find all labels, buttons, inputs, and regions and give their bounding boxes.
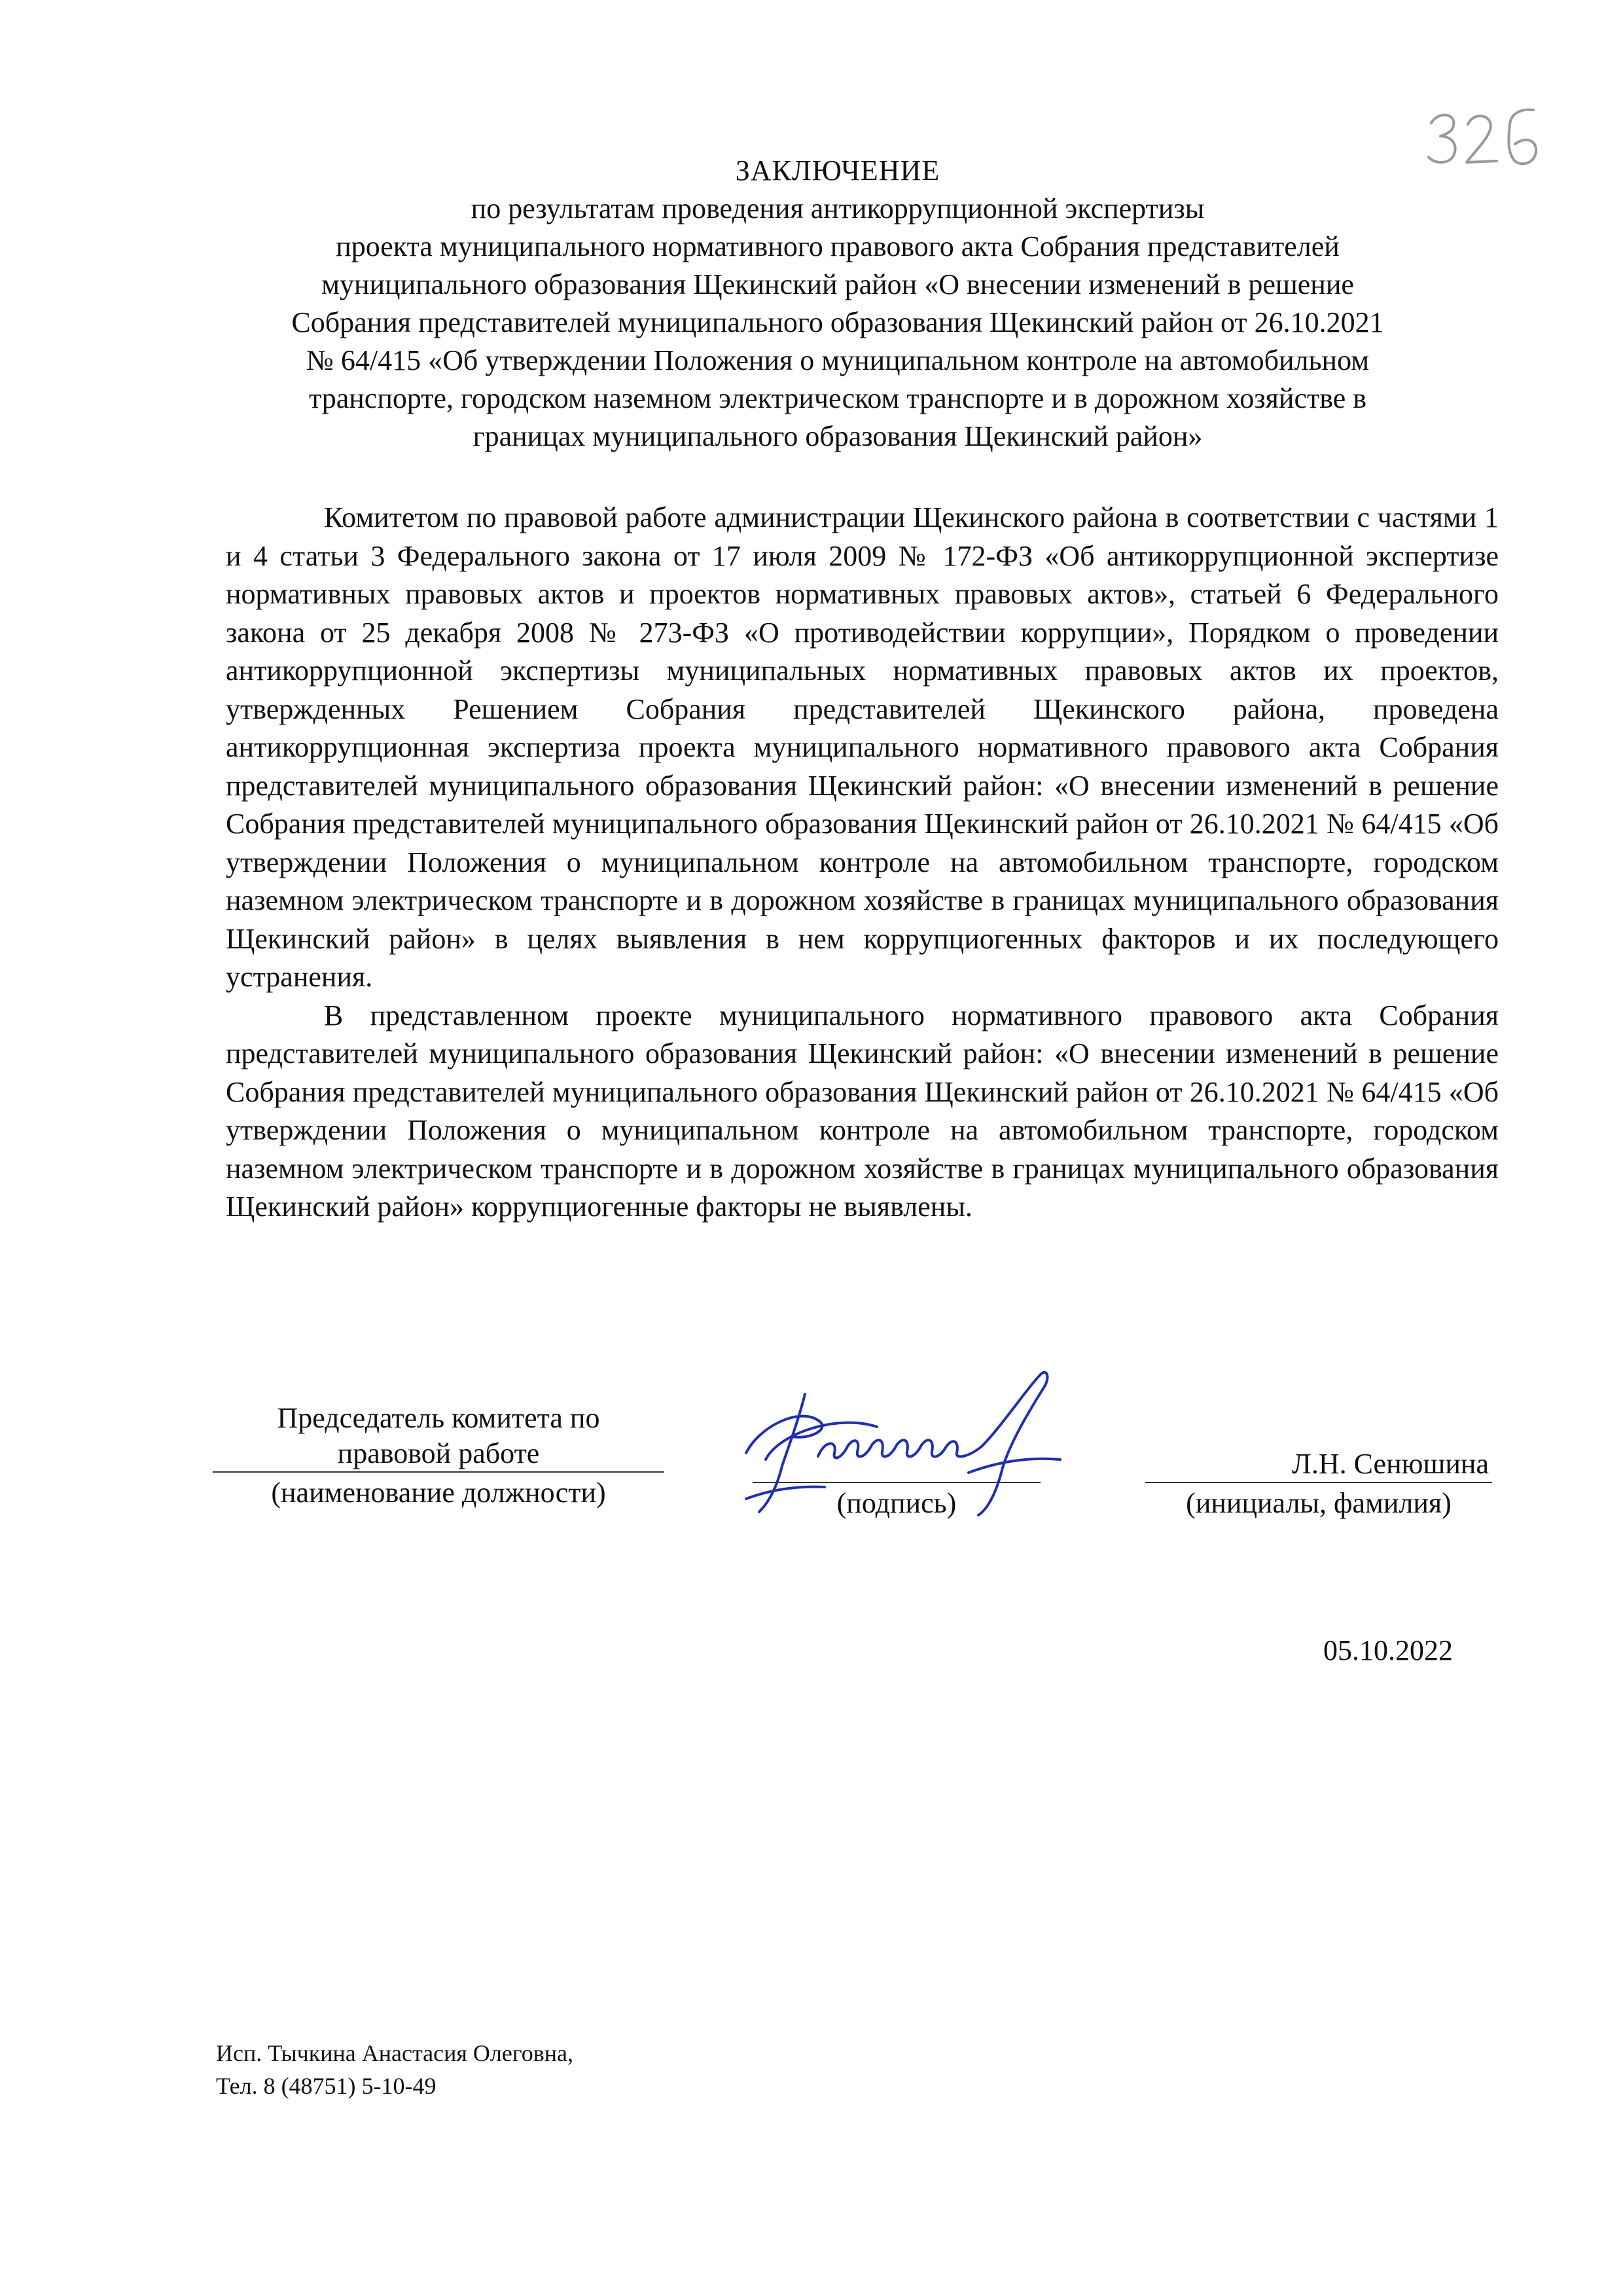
executor-phone: Тел. 8 (48751) 5-10-49 [216, 2073, 437, 2099]
handwritten-signature [720, 1348, 1086, 1525]
signatory-position-line-1: Председатель комитета по [277, 1402, 600, 1434]
executor-info [216, 2037, 573, 2102]
subtitle-line: границах муниципального образования Щекинский район» [473, 420, 1203, 452]
signature-drawing [720, 1348, 1086, 1525]
subtitle-line: проекта муниципального нормативного правового акта Собрания представителей [336, 230, 1340, 262]
executor-name: Исп. Тычкина Анастасия Олеговна, [216, 2040, 573, 2066]
signatory-name: Л.Н. Сенюшина [1145, 1446, 1492, 1483]
document-date: 05.10.2022 [1323, 1634, 1453, 1666]
body-paragraph-2: В представленном проекте муниципального нормативного правового акта Собрания представителей муниципального образования Щекинский район: «О внесении изменений в решение Собрания представителей муниципального образования Щекинский район от 26.10.2021 № 64/415 «Об утверждении Положения о муниципальном контроле на автомобильном транспорте, городском наземном электрическом транспорте и в дорожном хозяйстве в границах муниципального образования Щекинский район» коррупциогенные факторы не выявлены. [226, 999, 1499, 1223]
subtitle-line: по результатам проведения антикоррупционной экспертизы [471, 192, 1205, 224]
subtitle-line: муниципального образования Щекинский район «О внесении изменений в решение [321, 268, 1354, 300]
subtitle-line: № 64/415 «Об утверждении Положения о муниципальном контроле на автомобильном [306, 344, 1370, 376]
document-body [226, 499, 1499, 1227]
signatory-position-block [213, 1401, 664, 1511]
body-paragraph-1: Комитетом по правовой работе администрации Щекинского района в соответствии с частями 1 и 4 статьи 3 Федерального закона от 17 июля 2009 № 172-ФЗ «Об антикоррупционной экспертизе нормативных правовых актов и проектов нормативных правовых актов», статьей 6 Федерального закона от 25 декабря 2008 № 273-ФЗ «О противодействии коррупции», Порядком о проведении антикоррупционной экспертизы муниципальных нормативных правовых актов их проектов, утвержденных Решением Собрания представителей Щекинского района, проведена антикоррупционная экспертиза проекта муниципального нормативного правового акта Собрания представителей муниципального образования Щекинский район: «О внесении изменений в решение Собрания представителей муниципального образования Щекинский район от 26.10.2021 № 64/415 «Об утверждении Положения о муниципальном контроле на автомобильном транспорте, городском наземном электрическом транспорте и в дорожном хозяйстве в границах муниципального образования Щекинский район» в целях выявления в нем коррупциогенных факторов и их последующего устранения. [226, 501, 1499, 993]
signatory-name-block [1145, 1446, 1492, 1521]
signatory-position-line-2: правовой работе [213, 1436, 664, 1473]
signature-caption: (подпись) [836, 1487, 957, 1519]
position-caption: (наименование должности) [271, 1477, 606, 1509]
name-caption: (инициалы, фамилия) [1186, 1487, 1452, 1519]
subtitle-line: транспорте, городском наземном электрическом транспорте и в дорожном хозяйстве в [308, 382, 1367, 414]
document-header [196, 152, 1479, 456]
subtitle-line: Собрания представителей муниципального образования Щекинский район от 26.10.2021 [291, 306, 1384, 338]
document-title: ЗАКЛЮЧЕНИЕ [735, 154, 940, 187]
